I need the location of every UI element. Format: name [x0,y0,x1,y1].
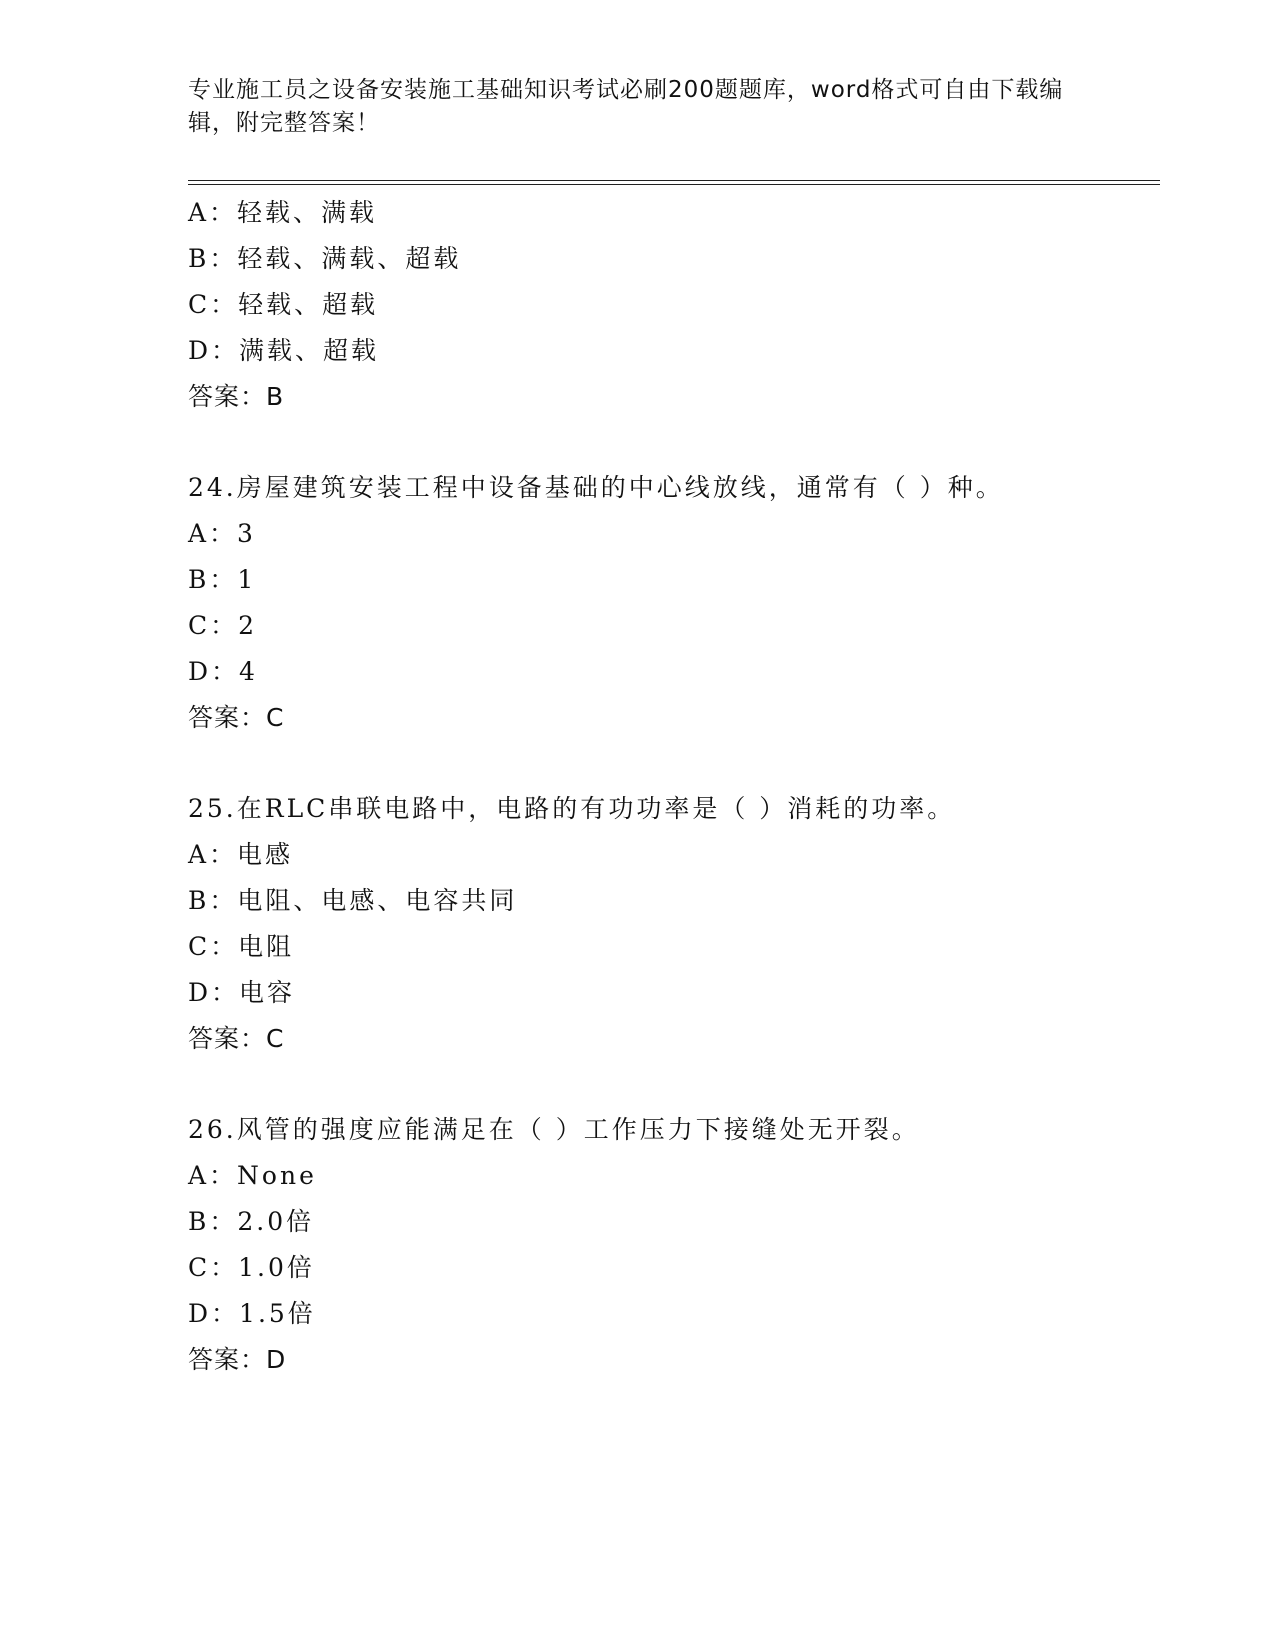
spacer [188,1062,1168,1107]
option-c: C：1.0倍 [188,1253,315,1282]
question-block-23 [188,190,1168,420]
option-b: B：2.0倍 [188,1207,315,1236]
option-d: D：4 [188,657,258,686]
question-list [188,190,1168,1383]
answer-line: 答案：C [188,703,285,732]
option-a: A：轻载、满载 [188,198,378,227]
option-a: A：3 [188,519,256,548]
option-a: A：None [188,1161,317,1190]
document-header [188,74,1088,140]
spacer [188,420,1168,465]
header-title: 专业施工员之设备安装施工基础知识考试必刷200题题库，word格式可自由下载编辑，附完整答案！ [188,77,1064,136]
question-text: 25.在RLC串联电路中，电路的有功功率是（ ）消耗的功率。 [188,794,956,823]
option-c: C：2 [188,611,258,640]
option-b: B：电阻、电感、电容共同 [188,886,518,915]
option-b: B：轻载、满载、超载 [188,244,462,273]
header-divider-bottom [188,184,1160,185]
question-text: 24.房屋建筑安装工程中设备基础的中心线放线，通常有（ ）种。 [188,473,1004,502]
option-a: A：电感 [188,840,294,869]
question-block-26 [188,1107,1168,1383]
spacer [188,741,1168,786]
answer-line: 答案：D [188,1345,287,1374]
answer-line: 答案：B [188,382,285,411]
option-c: C：电阻 [188,932,295,961]
header-divider-top [188,180,1160,181]
option-c: C：轻载、超载 [188,290,379,319]
question-block-24 [188,465,1168,741]
option-d: D：电容 [188,978,296,1007]
question-block-25 [188,786,1168,1062]
option-d: D：1.5倍 [188,1299,316,1328]
question-text: 26.风管的强度应能满足在（ ）工作压力下接缝处无开裂。 [188,1115,920,1144]
answer-line: 答案：C [188,1024,285,1053]
option-b: B：1 [188,565,257,594]
option-d: D：满载、超载 [188,336,380,365]
